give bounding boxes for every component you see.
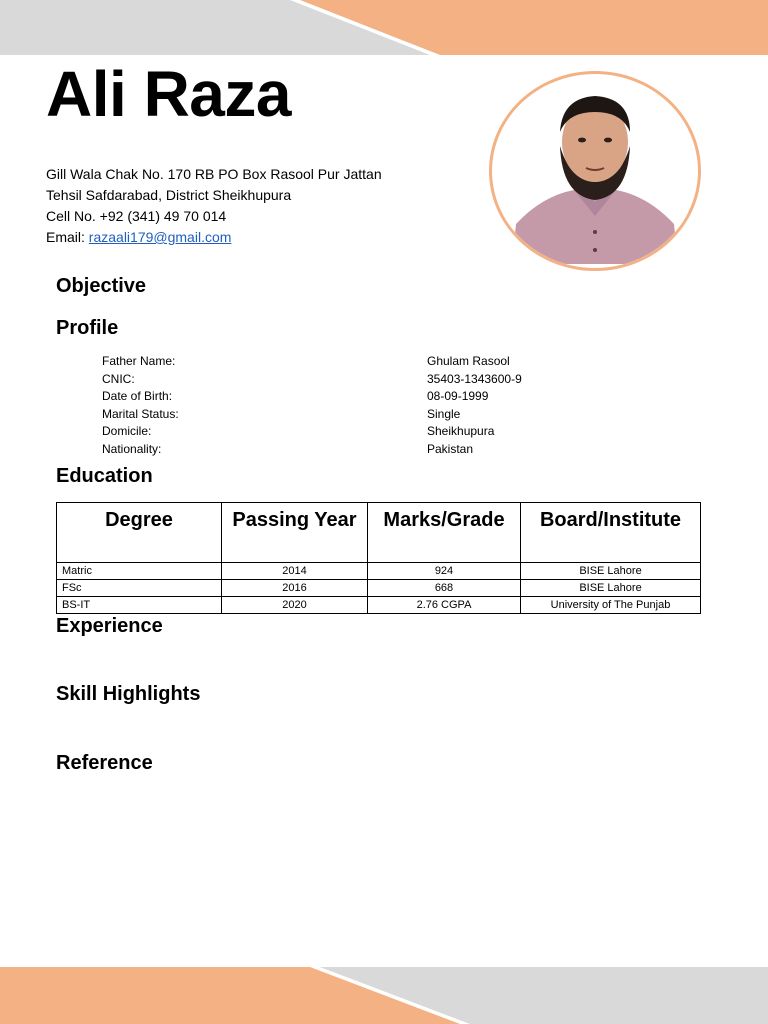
profile-value: Pakistan xyxy=(427,441,474,456)
address-line-2: Tehsil Safdarabad, District Sheikhupura xyxy=(46,187,292,203)
profile-label: Nationality: xyxy=(102,441,162,456)
profile-value: Ghulam Rasool xyxy=(427,354,510,368)
profile-row xyxy=(102,442,622,460)
table-cell: BISE Lahore xyxy=(521,563,701,580)
table-cell: 668 xyxy=(368,580,521,597)
email-line xyxy=(46,227,382,248)
table-row xyxy=(57,563,701,580)
table-cell: University of The Punjab xyxy=(521,597,701,614)
column-header-marks: Marks/Grade xyxy=(368,503,521,563)
table-cell: 2014 xyxy=(222,563,368,580)
profile-label: Date of Birth: xyxy=(102,389,173,404)
profile-label: CNIC: xyxy=(102,371,135,386)
table-cell: BS-IT xyxy=(57,597,222,614)
section-heading-profile: Profile xyxy=(56,317,119,339)
profile-details xyxy=(102,354,622,460)
section-heading-education: Education xyxy=(56,465,153,487)
profile-row xyxy=(102,389,622,407)
email-link[interactable]: razaali179@gmail.com xyxy=(88,229,232,245)
table-cell: 2020 xyxy=(222,597,368,614)
profile-value: Single xyxy=(427,406,461,421)
table-cell: Matric xyxy=(57,563,222,580)
column-header-degree: Degree xyxy=(57,503,222,563)
profile-value: 08-09-1999 xyxy=(427,389,489,404)
table-row xyxy=(57,597,701,614)
profile-photo xyxy=(502,84,688,264)
table-cell: 2.76 CGPA xyxy=(368,597,521,614)
education-table xyxy=(56,502,701,614)
contact-block xyxy=(46,164,382,248)
education-header-row xyxy=(57,503,701,563)
table-cell: FSc xyxy=(57,580,222,597)
candidate-name: Ali Raza xyxy=(46,58,291,130)
profile-label: Father Name: xyxy=(102,354,176,368)
section-heading-reference: Reference xyxy=(56,752,153,774)
profile-row xyxy=(102,407,622,425)
table-cell: 2016 xyxy=(222,580,368,597)
table-cell: BISE Lahore xyxy=(521,580,701,597)
profile-row xyxy=(102,372,622,390)
profile-label: Marital Status: xyxy=(102,406,179,421)
profile-row xyxy=(102,424,622,442)
section-heading-objective: Objective xyxy=(56,275,147,297)
table-cell: 924 xyxy=(368,563,521,580)
profile-label: Domicile: xyxy=(102,424,152,439)
section-heading-skill-highlights: Skill Highlights xyxy=(56,683,201,705)
cell-number: Cell No. +92 (341) 49 70 014 xyxy=(46,208,227,224)
table-row xyxy=(57,580,701,597)
column-header-passing-year: Passing Year xyxy=(222,503,368,563)
profile-value: 35403-1343600-9 xyxy=(427,371,522,386)
bottom-decorative-band xyxy=(0,967,768,1024)
profile-row xyxy=(102,354,622,372)
section-heading-experience: Experience xyxy=(56,615,163,637)
profile-value: Sheikhupura xyxy=(427,424,495,439)
top-decorative-band xyxy=(0,0,768,55)
email-label: Email: xyxy=(46,229,89,245)
address-line-1: Gill Wala Chak No. 170 RB PO Box Rasool Pur Jattan xyxy=(46,166,382,182)
profile-photo-frame xyxy=(489,71,701,271)
column-header-board: Board/Institute xyxy=(521,503,701,563)
